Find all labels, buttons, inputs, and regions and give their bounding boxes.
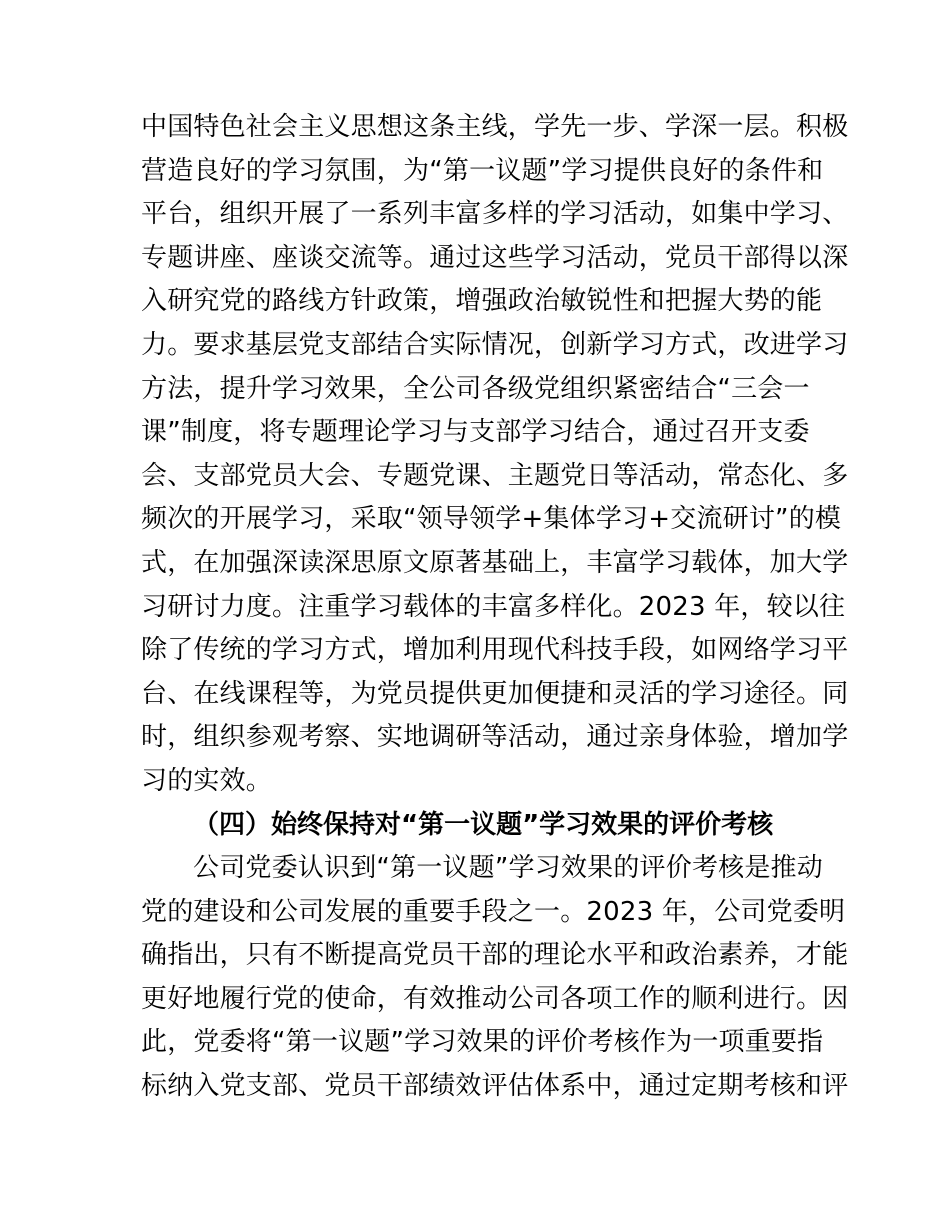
text-line: 除了传统的学习方式，增加利用现代科技手段，如网络学习平 (141, 635, 849, 666)
paragraph-study-activities (141, 106, 849, 804)
text-line: 此，党委将“第一议题”学习效果的评价考核作为一项重要指 (141, 1027, 824, 1058)
text-line: 力。要求基层党支部结合实际情况，创新学习方式，改进学习 (141, 329, 849, 360)
text-line: 台、在线课程等，为党员提供更加便捷和灵活的学习途径。同 (141, 678, 849, 709)
text-line: 式，在加强深读深思原文原著基础上，丰富学习载体，加大学 (141, 547, 849, 578)
document-body (141, 106, 849, 1109)
text-line: 入研究党的路线方针政策，增强政治敏锐性和把握大势的能 (141, 286, 823, 317)
paragraph-evaluation (141, 847, 849, 1109)
text-line: 方法，提升学习效果，全公司各级党组织紧密结合“三会一 (141, 373, 810, 404)
text-line: 课”制度，将专题理论学习与支部学习结合，通过召开支委 (141, 417, 810, 448)
text-line: 公司党委认识到“第一议题”学习效果的评价考核是推动 (193, 853, 823, 884)
text-line: 专题讲座、座谈交流等。通过这些学习活动，党员干部得以深 (141, 242, 849, 273)
text-line: 标纳入党支部、党员干部绩效评估体系中，通过定期考核和评 (141, 1071, 849, 1102)
text-line: 营造良好的学习氛围，为“第一议题”学习提供良好的条件和 (141, 155, 824, 186)
text-line: 频次的开展学习，采取“领导领学+集体学习+交流研讨”的模 (141, 504, 842, 535)
text-line: 党的建设和公司发展的重要手段之一。2023 年，公司党委明 (141, 896, 846, 927)
text-line: 中国特色社会主义思想这条主线，学先一步、学深一层。积极 (141, 112, 849, 142)
text-line: 习研讨力度。注重学习载体的丰富多样化。2023 年，较以往 (141, 591, 846, 622)
text-line: 会、支部党员大会、专题党课、主题党日等活动，常态化、多 (141, 460, 849, 491)
text-line: 时，组织参观考察、实地调研等活动，通过亲身体验，增加学 (141, 722, 849, 753)
text-line: 习的实效。 (141, 765, 273, 796)
text-line: 确指出，只有不断提高党员干部的理论水平和政治素养，才能 (141, 940, 849, 971)
text-line: 更好地履行党的使命，有效推动公司各项工作的顺利进行。因 (141, 983, 849, 1014)
text-line: 平台，组织开展了一系列丰富多样的学习活动，如集中学习、 (141, 199, 849, 230)
section-heading: （四）始终保持对“第一议题”学习效果的评价考核 (193, 809, 774, 840)
